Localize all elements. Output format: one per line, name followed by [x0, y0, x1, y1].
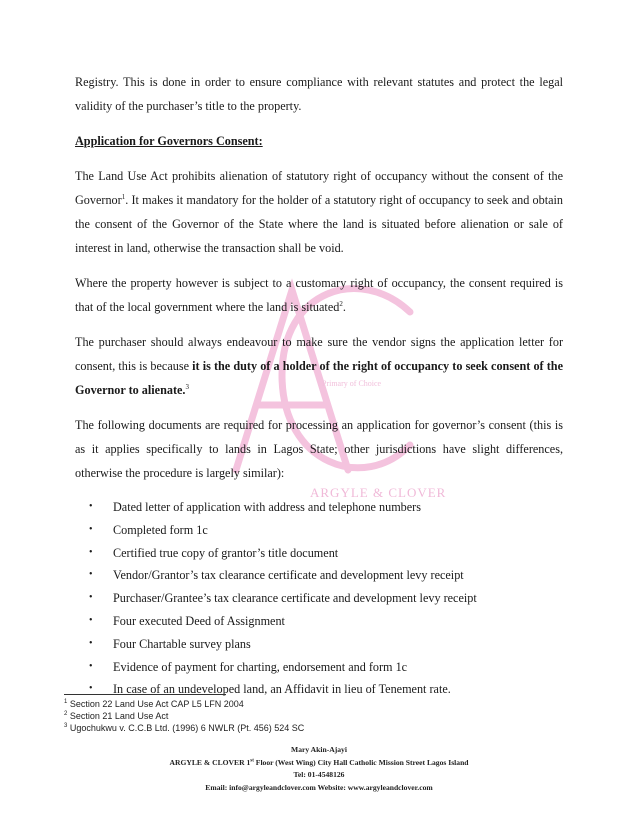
footnote-number: 1 [64, 699, 68, 705]
list-item [75, 542, 563, 565]
intro-paragraph: Registry. This is done in order to ensure compliance with relevant statutes and protect the legal validity of the purchaser’s title to the property. [75, 75, 563, 113]
paragraph-text: Where the property however is subject to a customary right of occupancy, the consent required is that of the local government where the land is situated [75, 276, 563, 314]
list-item [75, 496, 563, 519]
list-item [75, 587, 563, 610]
footnote [64, 698, 544, 710]
footnote-ref: 3 [185, 382, 189, 391]
paragraph-text: . [342, 300, 346, 314]
footnote-number: 3 [64, 723, 68, 729]
list-item [75, 564, 563, 587]
bullet-icon: • [89, 614, 93, 626]
list-item-text: Vendor/Grantor’s tax clearance certificate and development levy receipt [113, 568, 464, 583]
page-footer [74, 744, 564, 794]
footnote [64, 710, 544, 722]
paragraph-vendor-duty [75, 330, 563, 402]
bullet-icon: • [89, 683, 93, 695]
footnote-text: Ugochukwu v. C.C.B Ltd. (1996) 6 NWLR (Pt. 456) 524 SC [69, 723, 305, 733]
bullet-icon: • [89, 546, 93, 558]
footnote-number: 2 [64, 711, 68, 717]
list-item-text: Four Chartable survey plans [113, 636, 251, 651]
bullet-icon: • [89, 523, 93, 535]
paragraph-land-use-act [75, 164, 563, 260]
list-item-text: Four executed Deed of Assignment [113, 613, 285, 628]
footer-address-text: ARGYLE & CLOVER 1 [169, 757, 251, 767]
required-documents-list [75, 496, 563, 701]
paragraph-text: . It makes it mandatory for the holder of a statutory right of occupancy to seek and obtain the consent of the Governor of the State where the land is situated before alienation or sale of interest in land, otherwise the transaction shall be void. [75, 193, 563, 255]
footnotes [64, 698, 544, 734]
list-item-text: Certified true copy of grantor’s title document [113, 545, 339, 560]
paragraph-customary-right [75, 271, 563, 319]
paragraph-documents-intro: The following documents are required for processing an application for governor’s consent (this is as it applies specifically to lands in Lagos State; other jurisdictions have slight differences, otherwise the procedure is largely similar): [75, 418, 563, 480]
list-item-text: Evidence of payment for charting, endorsement and form 1c [113, 659, 408, 674]
watermark-brand: ARGYLE & CLOVER [310, 485, 447, 500]
footnote-divider [64, 694, 226, 695]
footer-contact: Email: info@argyleandclover.com Website: www.argyleandclover.com [205, 782, 433, 792]
section-heading: Application for Governors Consent: [75, 134, 263, 148]
footnote-text: Section 22 Land Use Act CAP L5 LFN 2004 [69, 699, 244, 709]
footer-address-text: Floor (West Wing) City Hall Catholic Mission Street Lagos Island [253, 757, 469, 767]
list-item-text: Dated letter of application with address and telephone numbers [113, 500, 421, 514]
bullet-icon: • [89, 660, 93, 672]
list-item [75, 656, 563, 679]
bullet-icon: • [89, 637, 93, 649]
paragraph-bold-text: it is the duty of a holder of the right of occupancy to seek consent of the Governor to alienate. [75, 359, 563, 397]
footnote-text: Section 21 Land Use Act [69, 711, 169, 721]
paragraph-text: The purchaser should always endeavour to make sure the vendor signs the application letter for consent, this is because [75, 335, 563, 373]
footer-name: Mary Akin-Ajayi [291, 745, 347, 754]
bullet-icon: • [89, 501, 93, 512]
footer-tel: Tel: 01-4548126 [293, 770, 345, 779]
footer-address [74, 757, 564, 770]
bullet-icon: • [89, 569, 93, 581]
footnote-ref: 1 [121, 192, 126, 201]
paragraph-text: The Land Use Act prohibits alienation of statutory right of occupancy without the consent of the Governor [75, 169, 563, 207]
list-item-text: Purchaser/Grantee’s tax clearance certificate and development levy receipt [113, 591, 477, 606]
bullet-icon: • [89, 592, 93, 604]
list-item [75, 610, 563, 633]
list-item [75, 519, 563, 542]
footnote [64, 722, 544, 734]
footer-address-sup: st [250, 757, 254, 763]
watermark-tagline: Primary of Choice [322, 379, 382, 388]
list-item-text: In case of an undeveloped land, an Affidavit in lieu of Tenement rate. [113, 682, 451, 697]
list-item [75, 633, 563, 656]
document-body [75, 70, 563, 701]
list-item-text: Completed form 1c [113, 522, 208, 537]
footnote-ref: 2 [339, 299, 343, 308]
